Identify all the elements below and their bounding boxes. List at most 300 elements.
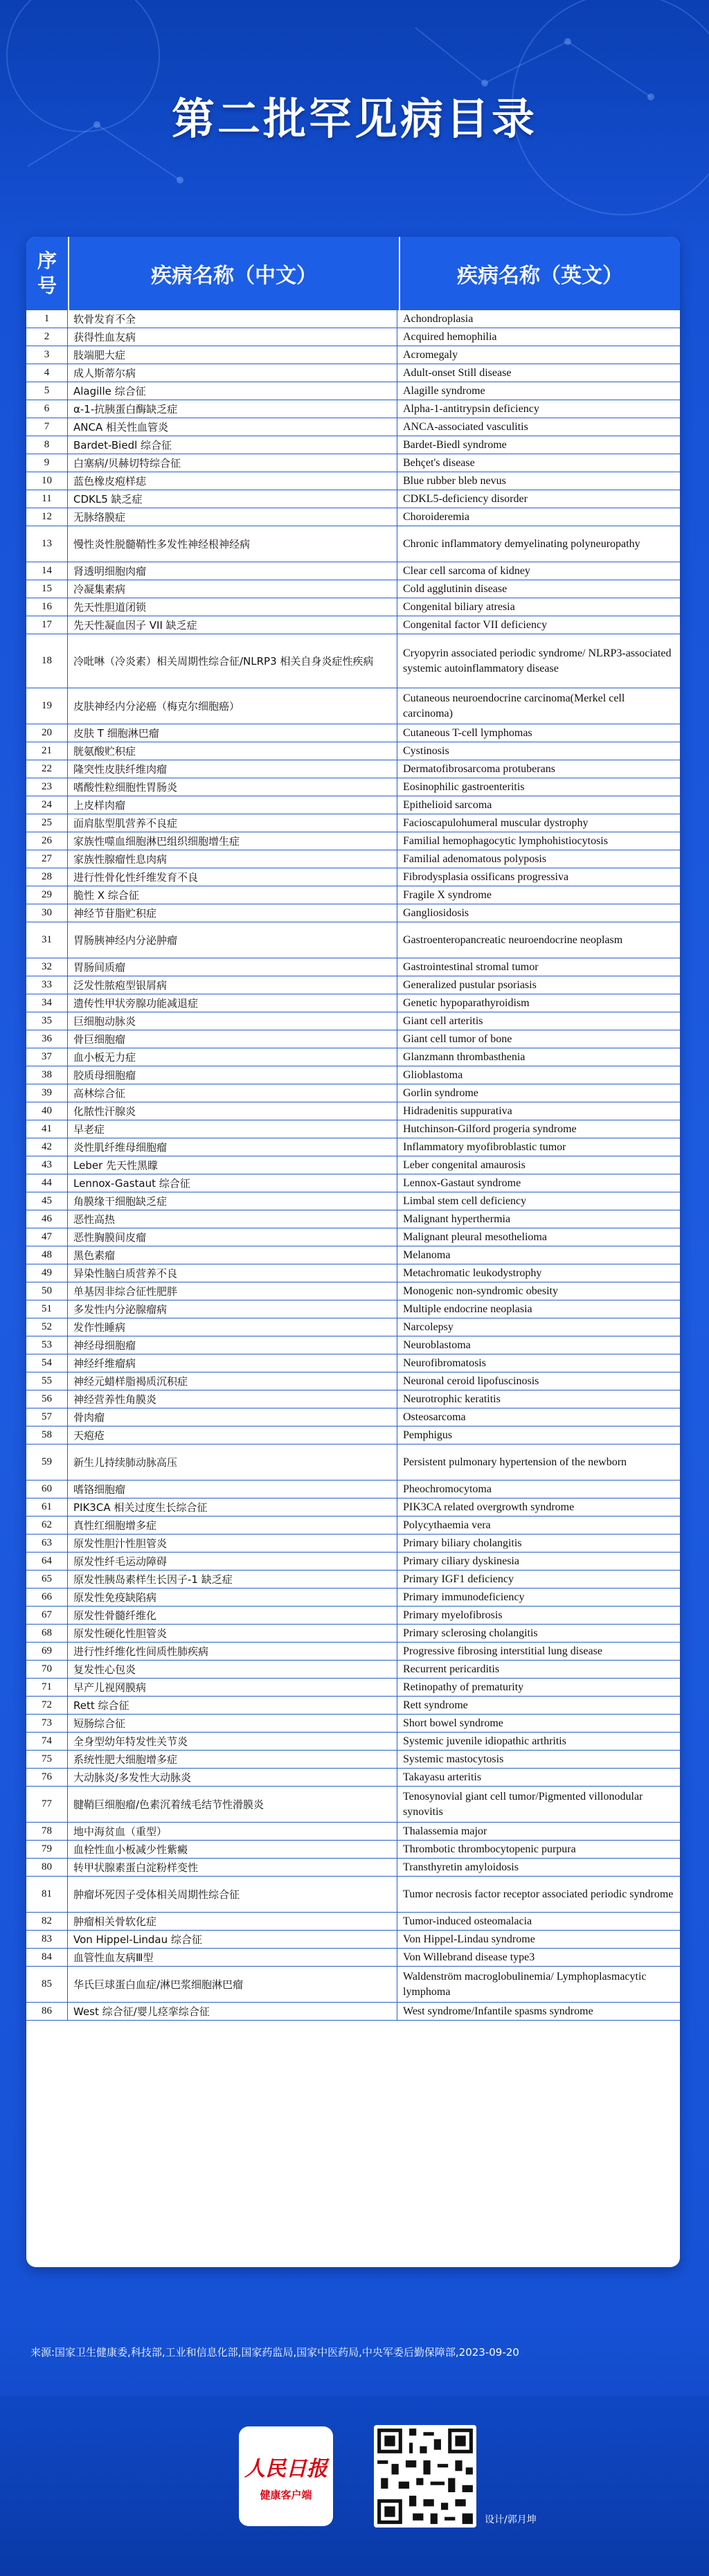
row-number: 25 bbox=[26, 814, 68, 832]
row-chinese-name: 骨巨细胞瘤 bbox=[68, 1030, 397, 1048]
row-number: 47 bbox=[26, 1228, 68, 1246]
table-row bbox=[26, 1823, 680, 1841]
table-row bbox=[26, 2003, 680, 2021]
row-chinese-name: 泛发性脓疱型银屑病 bbox=[68, 976, 397, 994]
row-chinese-name: 肢端肥大症 bbox=[68, 346, 397, 364]
row-english-name: Alagille syndrome bbox=[403, 384, 485, 397]
row-number: 14 bbox=[26, 562, 68, 580]
row-english-name: Blue rubber bleb nevus bbox=[403, 474, 506, 487]
row-chinese-name: 先天性凝血因子 VII 缺乏症 bbox=[68, 616, 397, 634]
row-number: 81 bbox=[26, 1877, 68, 1912]
table-row bbox=[26, 382, 680, 400]
table-row bbox=[26, 580, 680, 598]
table-row bbox=[26, 886, 680, 904]
row-english-name: West syndrome/Infantile spasms syndrome bbox=[403, 2005, 593, 2017]
row-number: 73 bbox=[26, 1715, 68, 1732]
row-chinese-name: 原发性胰岛素样生长因子-1 缺乏症 bbox=[68, 1571, 397, 1588]
row-english-name: Thrombotic thrombocytopenic purpura bbox=[403, 1843, 576, 1855]
table-row bbox=[26, 688, 680, 724]
row-chinese-name: 神经元蜡样脂褐质沉积症 bbox=[68, 1372, 397, 1390]
row-english-name: Neuronal ceroid lipofuscinosis bbox=[403, 1375, 539, 1387]
row-chinese-name: 嗜酸性粒细胞性胃肠炎 bbox=[68, 778, 397, 796]
row-chinese-name: 血小板无力症 bbox=[68, 1048, 397, 1066]
table-row bbox=[26, 1949, 680, 1967]
row-number: 38 bbox=[26, 1066, 68, 1084]
row-english-name: Cystinosis bbox=[403, 744, 449, 757]
row-number: 44 bbox=[26, 1174, 68, 1192]
row-number: 32 bbox=[26, 958, 68, 976]
row-number: 86 bbox=[26, 2003, 68, 2020]
row-english-name: Neuroblastoma bbox=[403, 1339, 471, 1351]
row-chinese-name: 神经节苷脂贮积症 bbox=[68, 904, 397, 922]
row-number: 70 bbox=[26, 1661, 68, 1678]
row-chinese-name: Lennox-Gastaut 综合征 bbox=[68, 1174, 397, 1192]
table-row bbox=[26, 472, 680, 490]
row-english-name: Metachromatic leukodystrophy bbox=[403, 1267, 542, 1279]
table-row bbox=[26, 1264, 680, 1282]
table-row bbox=[26, 1931, 680, 1949]
row-english-name: Persistent pulmonary hypertension of the newborn bbox=[403, 1456, 627, 1468]
row-number: 66 bbox=[26, 1589, 68, 1606]
row-chinese-name: 进行性骨化性纤维发育不良 bbox=[68, 868, 397, 886]
row-number: 20 bbox=[26, 724, 68, 742]
row-number: 16 bbox=[26, 598, 68, 616]
row-english-name: Narcolepsy bbox=[403, 1321, 454, 1333]
row-english-name: Recurrent pericarditis bbox=[403, 1663, 500, 1675]
table-row bbox=[26, 1967, 680, 2003]
row-chinese-name: 家族性腺瘤性息肉病 bbox=[68, 850, 397, 868]
table-row bbox=[26, 1607, 680, 1625]
row-english-name: Genetic hypoparathyroidism bbox=[403, 996, 530, 1009]
table-row bbox=[26, 1210, 680, 1228]
row-english-name: Lennox-Gastaut syndrome bbox=[403, 1177, 521, 1189]
row-number: 22 bbox=[26, 760, 68, 778]
row-number: 63 bbox=[26, 1535, 68, 1552]
row-chinese-name: 遗传性甲状旁腺功能减退症 bbox=[68, 994, 397, 1012]
row-chinese-name: 无脉络膜症 bbox=[68, 508, 397, 526]
table-row bbox=[26, 1300, 680, 1318]
row-chinese-name: CDKL5 缺乏症 bbox=[68, 490, 397, 508]
table-body bbox=[26, 310, 680, 2021]
row-english-name: Dermatofibrosarcoma protuberans bbox=[403, 762, 555, 775]
row-number: 72 bbox=[26, 1697, 68, 1714]
row-number: 50 bbox=[26, 1282, 68, 1300]
row-chinese-name: West 综合征/婴儿痉挛综合征 bbox=[68, 2003, 397, 2020]
row-english-name: Tenosynovial giant cell tumor/Pigmented villonodular synovitis bbox=[403, 1790, 643, 1818]
table-row bbox=[26, 1715, 680, 1733]
table-row bbox=[26, 1354, 680, 1372]
row-number: 40 bbox=[26, 1102, 68, 1120]
row-chinese-name: Bardet-Biedl 综合征 bbox=[68, 436, 397, 454]
row-number: 10 bbox=[26, 472, 68, 490]
page-title: 第二批罕见病目录 bbox=[171, 93, 537, 144]
row-number: 30 bbox=[26, 904, 68, 922]
row-chinese-name: 原发性免疫缺陷病 bbox=[68, 1589, 397, 1606]
table-header bbox=[26, 237, 680, 310]
row-chinese-name: 嗜铬细胞瘤 bbox=[68, 1481, 397, 1498]
table-row bbox=[26, 814, 680, 832]
row-english-name: Acromegaly bbox=[403, 348, 458, 361]
table-row bbox=[26, 1156, 680, 1174]
row-english-name: Multiple endocrine neoplasia bbox=[403, 1303, 532, 1315]
table-row bbox=[26, 1553, 680, 1571]
row-chinese-name: 胱氨酸贮积症 bbox=[68, 742, 397, 760]
row-number: 29 bbox=[26, 886, 68, 904]
row-english-name: Inflammatory myofibroblastic tumor bbox=[403, 1141, 566, 1153]
table-row bbox=[26, 1426, 680, 1444]
row-number: 74 bbox=[26, 1733, 68, 1750]
row-chinese-name: 成人斯蒂尔病 bbox=[68, 364, 397, 382]
row-english-name: Primary sclerosing cholangitis bbox=[403, 1627, 538, 1639]
table-row bbox=[26, 868, 680, 886]
table-row bbox=[26, 742, 680, 760]
row-english-name: Generalized pustular psoriasis bbox=[403, 978, 537, 991]
row-english-name: Behçet's disease bbox=[403, 456, 475, 469]
row-number: 41 bbox=[26, 1120, 68, 1138]
row-number: 77 bbox=[26, 1787, 68, 1822]
row-chinese-name: 胃肠胰神经内分泌肿瘤 bbox=[68, 922, 397, 958]
row-number: 4 bbox=[26, 364, 68, 382]
row-number: 31 bbox=[26, 922, 68, 958]
table-row bbox=[26, 760, 680, 778]
row-english-name: Neurotrophic keratitis bbox=[403, 1393, 501, 1405]
table-row bbox=[26, 1138, 680, 1156]
row-number: 34 bbox=[26, 994, 68, 1012]
row-chinese-name: 化脓性汗腺炎 bbox=[68, 1102, 397, 1120]
table-row bbox=[26, 526, 680, 562]
row-number: 3 bbox=[26, 346, 68, 364]
row-chinese-name: Von Hippel-Lindau 综合征 bbox=[68, 1931, 397, 1948]
row-english-name: Primary myelofibrosis bbox=[403, 1609, 503, 1621]
row-english-name: Alpha-1-antitrypsin deficiency bbox=[403, 402, 539, 415]
row-chinese-name: 冷吡啉（冷炎素）相关周期性综合征/NLRP3 相关自身炎症性疾病 bbox=[68, 634, 397, 688]
row-chinese-name: ANCA 相关性血管炎 bbox=[68, 418, 397, 436]
row-chinese-name: 恶性胸膜间皮瘤 bbox=[68, 1228, 397, 1246]
row-chinese-name: 原发性骨髓纤维化 bbox=[68, 1607, 397, 1624]
row-chinese-name: 原发性胆汁性胆管炎 bbox=[68, 1535, 397, 1552]
row-chinese-name: α-1-抗胰蛋白酶缺乏症 bbox=[68, 400, 397, 418]
row-english-name: Choroideremia bbox=[403, 510, 469, 523]
row-chinese-name: 复发性心包炎 bbox=[68, 1661, 397, 1678]
row-english-name: Cutaneous neuroendocrine carcinoma(Merkel cell carcinoma) bbox=[403, 692, 625, 719]
row-number: 24 bbox=[26, 796, 68, 814]
row-number: 39 bbox=[26, 1084, 68, 1102]
row-english-name: Gorlin syndrome bbox=[403, 1086, 478, 1099]
row-chinese-name: 腱鞘巨细胞瘤/色素沉着绒毛结节性滑膜炎 bbox=[68, 1787, 397, 1822]
row-chinese-name: 早老症 bbox=[68, 1120, 397, 1138]
table-row bbox=[26, 1571, 680, 1589]
row-chinese-name: 神经纤维瘤病 bbox=[68, 1354, 397, 1372]
table-row bbox=[26, 1643, 680, 1661]
row-english-name: Waldenström macroglobulinemia/ Lymphoplasmacytic lymphoma bbox=[403, 1970, 647, 1998]
row-english-name: Rett syndrome bbox=[403, 1699, 468, 1711]
table-row bbox=[26, 724, 680, 742]
row-english-name: Retinopathy of prematurity bbox=[403, 1681, 524, 1693]
row-english-name: Glanzmann thrombasthenia bbox=[403, 1050, 526, 1063]
row-english-name: Bardet-Biedl syndrome bbox=[403, 438, 507, 451]
table-row bbox=[26, 1625, 680, 1643]
table-row bbox=[26, 1444, 680, 1481]
table-row bbox=[26, 1697, 680, 1715]
row-english-name: Facioscapulohumeral muscular dystrophy bbox=[403, 816, 589, 829]
table-row bbox=[26, 1769, 680, 1787]
row-chinese-name: 巨细胞动脉炎 bbox=[68, 1012, 397, 1030]
row-number: 43 bbox=[26, 1156, 68, 1174]
row-english-name: Gangliosidosis bbox=[403, 906, 469, 919]
row-english-name: Clear cell sarcoma of kidney bbox=[403, 564, 530, 577]
table-row bbox=[26, 1192, 680, 1210]
table-row bbox=[26, 598, 680, 616]
qr-code bbox=[374, 2425, 476, 2528]
row-number: 12 bbox=[26, 508, 68, 526]
row-chinese-name: 发作性睡病 bbox=[68, 1318, 397, 1336]
source-note: 来源:国家卫生健康委,科技部,工业和信息化部,国家药监局,国家中医药局,中央军委后勤保障部,2023-09-20 bbox=[30, 2346, 519, 2359]
row-number: 46 bbox=[26, 1210, 68, 1228]
table-row bbox=[26, 958, 680, 976]
table-row bbox=[26, 1336, 680, 1354]
row-chinese-name: 先天性胆道闭锁 bbox=[68, 598, 397, 616]
table-row bbox=[26, 508, 680, 526]
row-chinese-name: 皮肤 T 细胞淋巴瘤 bbox=[68, 724, 397, 742]
row-english-name: Hutchinson-Gilford progeria syndrome bbox=[403, 1122, 577, 1135]
row-chinese-name: 异染性脑白质营养不良 bbox=[68, 1264, 397, 1282]
row-english-name: Giant cell arteritis bbox=[403, 1014, 483, 1027]
row-number: 56 bbox=[26, 1390, 68, 1408]
row-chinese-name: 黑色素瘤 bbox=[68, 1246, 397, 1264]
table-row bbox=[26, 400, 680, 418]
row-number: 53 bbox=[26, 1336, 68, 1354]
row-chinese-name: 慢性炎性脱髓鞘性多发性神经根神经病 bbox=[68, 526, 397, 562]
table-row bbox=[26, 1408, 680, 1426]
row-chinese-name: 高林综合征 bbox=[68, 1084, 397, 1102]
row-english-name: Cryopyrin associated periodic syndrome/ NLRP3-associated systemic autoinflammatory disease bbox=[403, 647, 672, 674]
row-chinese-name: 短肠综合征 bbox=[68, 1715, 397, 1732]
table-row bbox=[26, 1030, 680, 1048]
table-row bbox=[26, 418, 680, 436]
table-row bbox=[26, 1877, 680, 1913]
table-row bbox=[26, 1084, 680, 1102]
row-english-name: Acquired hemophilia bbox=[403, 330, 497, 343]
row-number: 15 bbox=[26, 580, 68, 598]
row-number: 83 bbox=[26, 1931, 68, 1948]
table-row bbox=[26, 1048, 680, 1066]
header-number bbox=[26, 237, 69, 310]
designer-credit: 设计/郭月坤 bbox=[485, 2514, 537, 2525]
row-number: 2 bbox=[26, 328, 68, 346]
table-row bbox=[26, 1318, 680, 1336]
table-row bbox=[26, 1228, 680, 1246]
row-chinese-name: 原发性纤毛运动障碍 bbox=[68, 1553, 397, 1570]
row-chinese-name: 进行性纤维化性间质性肺疾病 bbox=[68, 1643, 397, 1660]
table-row bbox=[26, 850, 680, 868]
row-number: 82 bbox=[26, 1913, 68, 1930]
row-chinese-name: 大动脉炎/多发性大动脉炎 bbox=[68, 1769, 397, 1786]
row-english-name: Pemphigus bbox=[403, 1429, 453, 1441]
row-chinese-name: 单基因非综合征性肥胖 bbox=[68, 1282, 397, 1300]
row-number: 42 bbox=[26, 1138, 68, 1156]
row-chinese-name: 肿瘤相关骨软化症 bbox=[68, 1913, 397, 1930]
row-chinese-name: 恶性高热 bbox=[68, 1210, 397, 1228]
table-row bbox=[26, 490, 680, 508]
row-number: 62 bbox=[26, 1517, 68, 1534]
table-row bbox=[26, 1841, 680, 1859]
row-chinese-name: 胶质母细胞瘤 bbox=[68, 1066, 397, 1084]
row-english-name: Gastroenteropancreatic neuroendocrine neoplasm bbox=[403, 933, 623, 946]
row-number: 57 bbox=[26, 1408, 68, 1426]
row-number: 7 bbox=[26, 418, 68, 436]
row-number: 45 bbox=[26, 1192, 68, 1210]
row-chinese-name: 隆突性皮肤纤维肉瘤 bbox=[68, 760, 397, 778]
row-number: 5 bbox=[26, 382, 68, 400]
brand-logo bbox=[239, 2426, 333, 2526]
table-row bbox=[26, 1589, 680, 1607]
brand-logo-subtitle: 健康客户端 bbox=[260, 2488, 312, 2501]
row-number: 18 bbox=[26, 634, 68, 688]
row-english-name: Glioblastoma bbox=[403, 1068, 463, 1081]
row-chinese-name: 胃肠间质瘤 bbox=[68, 958, 397, 976]
row-number: 17 bbox=[26, 616, 68, 634]
footer bbox=[0, 2396, 709, 2576]
row-chinese-name: 肿瘤坏死因子受体相关周期性综合征 bbox=[68, 1877, 397, 1912]
table-row bbox=[26, 310, 680, 328]
row-chinese-name: 多发性内分泌腺瘤病 bbox=[68, 1300, 397, 1318]
row-chinese-name: 天疱疮 bbox=[68, 1426, 397, 1444]
row-chinese-name: 真性红细胞增多症 bbox=[68, 1517, 397, 1534]
row-number: 36 bbox=[26, 1030, 68, 1048]
row-english-name: Systemic juvenile idiopathic arthritis bbox=[403, 1735, 566, 1747]
table-row bbox=[26, 364, 680, 382]
row-number: 21 bbox=[26, 742, 68, 760]
row-chinese-name: 系统性肥大细胞增多症 bbox=[68, 1751, 397, 1768]
row-chinese-name: 炎性肌纤维母细胞瘤 bbox=[68, 1138, 397, 1156]
row-number: 68 bbox=[26, 1625, 68, 1642]
row-number: 13 bbox=[26, 526, 68, 562]
row-chinese-name: 肾透明细胞肉瘤 bbox=[68, 562, 397, 580]
row-english-name: Pheochromocytoma bbox=[403, 1483, 492, 1495]
row-chinese-name: 上皮样肉瘤 bbox=[68, 796, 397, 814]
row-english-name: Malignant hyperthermia bbox=[403, 1213, 511, 1225]
row-chinese-name: 软骨发育不全 bbox=[68, 310, 397, 328]
row-number: 69 bbox=[26, 1643, 68, 1660]
header-chinese-name: 疾病名称（中文） bbox=[69, 237, 400, 310]
table-row bbox=[26, 1012, 680, 1030]
row-english-name: Congenital biliary atresia bbox=[403, 600, 515, 613]
row-number: 9 bbox=[26, 454, 68, 472]
row-english-name: Von Hippel-Lindau syndrome bbox=[403, 1933, 535, 1945]
row-english-name: Transthyretin amyloidosis bbox=[403, 1861, 519, 1873]
row-english-name: Neurofibromatosis bbox=[403, 1357, 486, 1369]
table-row bbox=[26, 1372, 680, 1390]
row-number: 60 bbox=[26, 1481, 68, 1498]
row-number: 65 bbox=[26, 1571, 68, 1588]
row-chinese-name: 家族性噬血细胞淋巴组织细胞增生症 bbox=[68, 832, 397, 850]
row-english-name: Achondroplasia bbox=[403, 312, 474, 325]
table-row bbox=[26, 904, 680, 922]
table-row bbox=[26, 634, 680, 688]
row-number: 37 bbox=[26, 1048, 68, 1066]
row-english-name: Cold agglutinin disease bbox=[403, 582, 508, 595]
row-chinese-name: PIK3CA 相关过度生长综合征 bbox=[68, 1499, 397, 1516]
row-english-name: Chronic inflammatory demyelinating polyneuropathy bbox=[403, 537, 640, 550]
row-chinese-name: 皮肤神经内分泌癌（梅克尔细胞癌） bbox=[68, 688, 397, 724]
row-number: 49 bbox=[26, 1264, 68, 1282]
row-english-name: Monogenic non-syndromic obesity bbox=[403, 1285, 558, 1297]
row-number: 64 bbox=[26, 1553, 68, 1570]
row-chinese-name: 角膜缘干细胞缺乏症 bbox=[68, 1192, 397, 1210]
row-chinese-name: 神经营养性角膜炎 bbox=[68, 1390, 397, 1408]
row-number: 26 bbox=[26, 832, 68, 850]
row-number: 79 bbox=[26, 1841, 68, 1858]
row-english-name: Hidradenitis suppurativa bbox=[403, 1104, 512, 1117]
row-chinese-name: 早产儿视网膜病 bbox=[68, 1679, 397, 1696]
row-english-name: Adult-onset Still disease bbox=[403, 366, 512, 379]
row-number: 11 bbox=[26, 490, 68, 508]
table-row bbox=[26, 562, 680, 580]
row-english-name: Polycythaemia vera bbox=[403, 1519, 491, 1531]
row-chinese-name: 神经母细胞瘤 bbox=[68, 1336, 397, 1354]
row-number: 61 bbox=[26, 1499, 68, 1516]
row-english-name: PIK3CA related overgrowth syndrome bbox=[403, 1501, 575, 1513]
table-row bbox=[26, 1120, 680, 1138]
row-english-name: Osteosarcoma bbox=[403, 1411, 466, 1423]
row-chinese-name: Alagille 综合征 bbox=[68, 382, 397, 400]
table-row bbox=[26, 1174, 680, 1192]
row-english-name: Progressive fibrosing interstitial lung disease bbox=[403, 1645, 602, 1657]
table-row bbox=[26, 454, 680, 472]
row-english-name: Systemic mastocytosis bbox=[403, 1753, 504, 1765]
row-number: 23 bbox=[26, 778, 68, 796]
table-row bbox=[26, 1913, 680, 1931]
table-row bbox=[26, 832, 680, 850]
row-chinese-name: 蓝色橡皮疱样痣 bbox=[68, 472, 397, 490]
table-row bbox=[26, 346, 680, 364]
row-english-name: Cutaneous T-cell lymphomas bbox=[403, 726, 532, 739]
header-number-line1: 序 bbox=[37, 249, 57, 272]
row-english-name: Primary immunodeficiency bbox=[403, 1591, 525, 1603]
row-number: 67 bbox=[26, 1607, 68, 1624]
row-english-name: Eosinophilic gastroenteritis bbox=[403, 780, 525, 793]
row-number: 54 bbox=[26, 1354, 68, 1372]
rare-disease-table bbox=[26, 237, 680, 2267]
row-english-name: Malignant pleural mesothelioma bbox=[403, 1231, 547, 1243]
row-english-name: Tumor-induced osteomalacia bbox=[403, 1915, 532, 1927]
table-row bbox=[26, 1481, 680, 1499]
row-english-name: Congenital factor VII deficiency bbox=[403, 618, 548, 631]
row-chinese-name: 冷凝集素病 bbox=[68, 580, 397, 598]
table-row bbox=[26, 1733, 680, 1751]
row-english-name: Fibrodysplasia ossificans progressiva bbox=[403, 870, 569, 883]
table-row bbox=[26, 328, 680, 346]
row-chinese-name: 脆性 X 综合征 bbox=[68, 886, 397, 904]
row-chinese-name: 新生儿持续肺动脉高压 bbox=[68, 1444, 397, 1480]
row-chinese-name: Rett 综合征 bbox=[68, 1697, 397, 1714]
row-english-name: Short bowel syndrome bbox=[403, 1717, 503, 1729]
table-row bbox=[26, 1535, 680, 1553]
row-number: 27 bbox=[26, 850, 68, 868]
row-chinese-name: 白塞病/贝赫切特综合征 bbox=[68, 454, 397, 472]
table-row bbox=[26, 976, 680, 994]
row-chinese-name: 血管性血友病Ⅲ型 bbox=[68, 1949, 397, 1966]
row-number: 28 bbox=[26, 868, 68, 886]
table-row bbox=[26, 796, 680, 814]
row-english-name: Primary biliary cholangitis bbox=[403, 1537, 522, 1549]
row-number: 78 bbox=[26, 1823, 68, 1840]
row-chinese-name: 骨肉瘤 bbox=[68, 1408, 397, 1426]
table-row bbox=[26, 1859, 680, 1877]
row-number: 19 bbox=[26, 688, 68, 724]
table-row bbox=[26, 1661, 680, 1679]
row-number: 84 bbox=[26, 1949, 68, 1966]
